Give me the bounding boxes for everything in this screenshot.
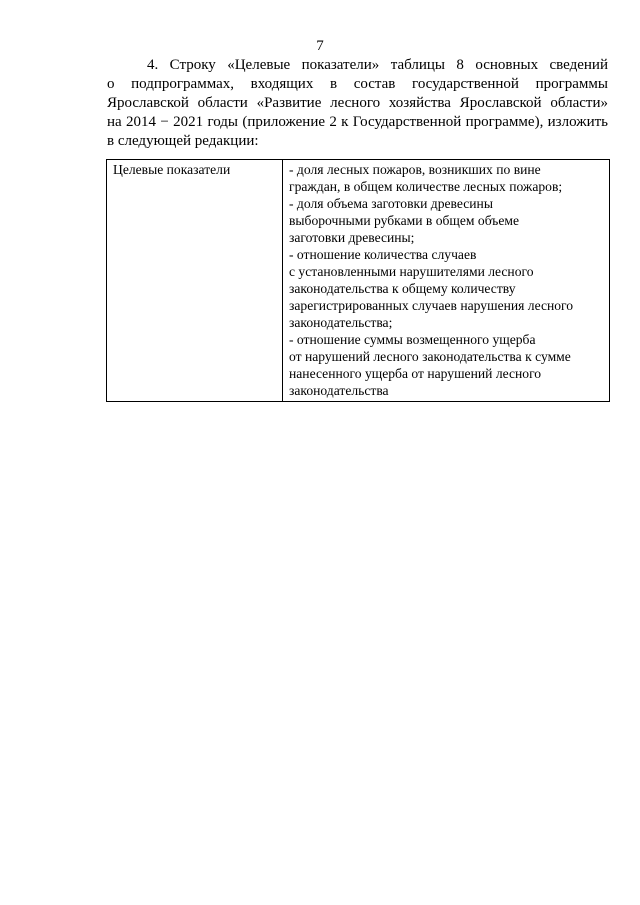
paragraph-line: Ярославской области «Развитие лесного хозяйства Ярославской области»: [107, 95, 608, 111]
page-number: 7: [316, 38, 324, 54]
table-row: [107, 160, 610, 402]
target-indicators-table: [106, 159, 610, 402]
indicator-line: от нарушений лесного законодательства к сумме: [289, 349, 571, 364]
indicator-label-cell: Целевые показатели: [107, 160, 283, 402]
indicator-line: зарегистрированных случаев нарушения лесного: [289, 298, 574, 313]
indicator-line: граждан, в общем количестве лесных пожаров;: [289, 179, 563, 194]
indicator-line: - доля объема заготовки древесины: [289, 196, 493, 211]
indicator-line: - отношение суммы возмещенного ущерба: [289, 332, 536, 347]
paragraph-line: на 2014 − 2021 годы (приложение 2 к Государственной программе), изложить: [107, 114, 608, 130]
indicator-line: - отношение количества случаев: [289, 247, 477, 262]
paragraph-line: в следующей редакции:: [107, 133, 259, 149]
paragraph-line: 4. Строку «Целевые показатели» таблицы 8 основных сведений: [147, 57, 608, 73]
indicator-line: - доля лесных пожаров, возникших по вине: [289, 162, 541, 177]
indicator-value-cell: [283, 160, 610, 402]
amendment-paragraph: [107, 56, 608, 151]
indicator-line: нанесенного ущерба от нарушений лесного: [289, 366, 542, 381]
indicator-line: заготовки древесины;: [289, 230, 415, 245]
indicator-line: законодательства;: [289, 315, 393, 330]
indicator-line: законодательства: [289, 383, 389, 398]
indicator-line: законодательства к общему количеству: [289, 281, 516, 296]
indicator-line: с установленными нарушителями лесного: [289, 264, 534, 279]
indicator-line: выборочными рубками в общем объеме: [289, 213, 519, 228]
paragraph-line: о подпрограммах, входящих в состав государственной программы: [107, 76, 608, 92]
